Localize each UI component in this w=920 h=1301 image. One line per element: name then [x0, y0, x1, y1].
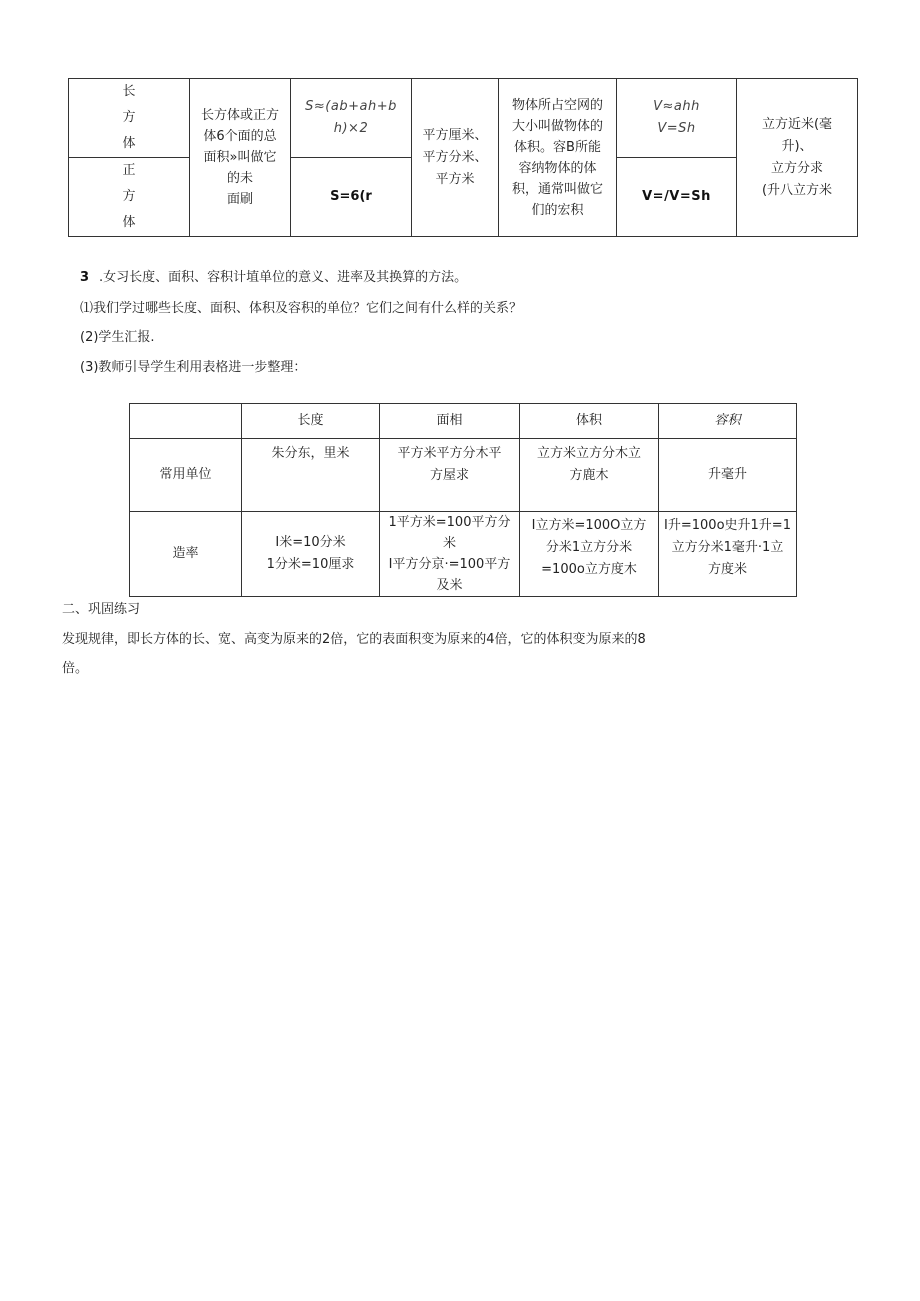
capacity-units: 立方近米(毫 升)、 立方分求 (升八立方米: [737, 79, 858, 237]
length-units: 朱分东，里米: [242, 439, 380, 512]
area-units: 平方厘米、 平方分米、 平方米: [412, 79, 499, 237]
length-rate: I米=10分米 1分米=10厘求: [242, 512, 380, 597]
row-label-char: 体: [122, 215, 136, 230]
area-unit-names: 平方米平方分木平 方屋求: [380, 439, 520, 512]
volume-unit-names: 立方米立方分木立 方鹿木: [520, 439, 659, 512]
question-2: (2)学生汇报.: [80, 330, 155, 345]
section3-number: 3: [80, 270, 90, 285]
row-label-cuboid: [69, 79, 190, 158]
unit-table: [129, 403, 797, 597]
unit-table-header: 面相: [380, 404, 520, 439]
row-label-common-units: 常用单位: [130, 439, 242, 512]
formula-cube-volume-text: V=/V=Sh: [642, 189, 711, 204]
unit-table-header: [659, 404, 797, 439]
pattern-line-1: 发现规律，即长方体的长、宽、高变为原来的2倍，它的表面积变为原来的4倍，它的体积变为原来的8: [62, 632, 646, 647]
surface-area-definition: 长方体或正方 体6个面的总 面积»叫做它 的未 面刷: [190, 79, 291, 237]
row-label-char: 长: [122, 84, 136, 99]
area-rate: 1平方米=100平方分 米 I平方分京·=100平方 及米: [380, 512, 520, 597]
question-3: (3)教师引导学生利用表格进一步整理：: [80, 360, 307, 375]
section3-title-text: .女习长度、面积、容积计埴单位的意义、进率及其换算的方法。: [99, 270, 468, 285]
shape-summary-table: [68, 78, 858, 237]
formula-cuboid-surface: S≈(ab+ah+b h)×2: [291, 79, 412, 158]
question-1: ⑴我们学过哪些长度、面积、体积及容积的单位？它们之间有什么样的关系？: [80, 301, 523, 316]
volume-definition: 物体所占空网的 大小叫做物体的 体积。容B所能 容纳物体的体 积，通常叫做它 们的宏积: [499, 79, 617, 237]
capacity-unit-names: 升毫升: [659, 439, 797, 512]
pattern-line-2: 倍。: [62, 661, 89, 676]
row-label-cube: [69, 158, 190, 237]
formula-cube-volume: [617, 158, 737, 237]
unit-table-header: 体积: [520, 404, 659, 439]
volume-rate: I立方米=100O立方 分米1立方分米 =100o立方度木: [520, 512, 659, 597]
section3-title: [80, 266, 467, 285]
row-label-char: 体: [122, 136, 136, 151]
formula-cube-surface: S=6(r: [291, 158, 412, 237]
row-label-char: 方: [122, 110, 136, 125]
row-label-rate: 造率: [130, 512, 242, 597]
capacity-rate: I升=100o史升1升=1 立方分米1毫升·1立 方度米: [659, 512, 797, 597]
row-label-char: 正: [122, 163, 136, 178]
row-label-char: 方: [122, 189, 136, 204]
formula-cuboid-volume: V≈ahh V=Sh: [617, 79, 737, 158]
unit-table-header-text: 容积: [714, 413, 741, 428]
unit-table-header: 长度: [242, 404, 380, 439]
section2-title: 二、巩固练习: [62, 602, 141, 617]
unit-table-header: [130, 404, 242, 439]
